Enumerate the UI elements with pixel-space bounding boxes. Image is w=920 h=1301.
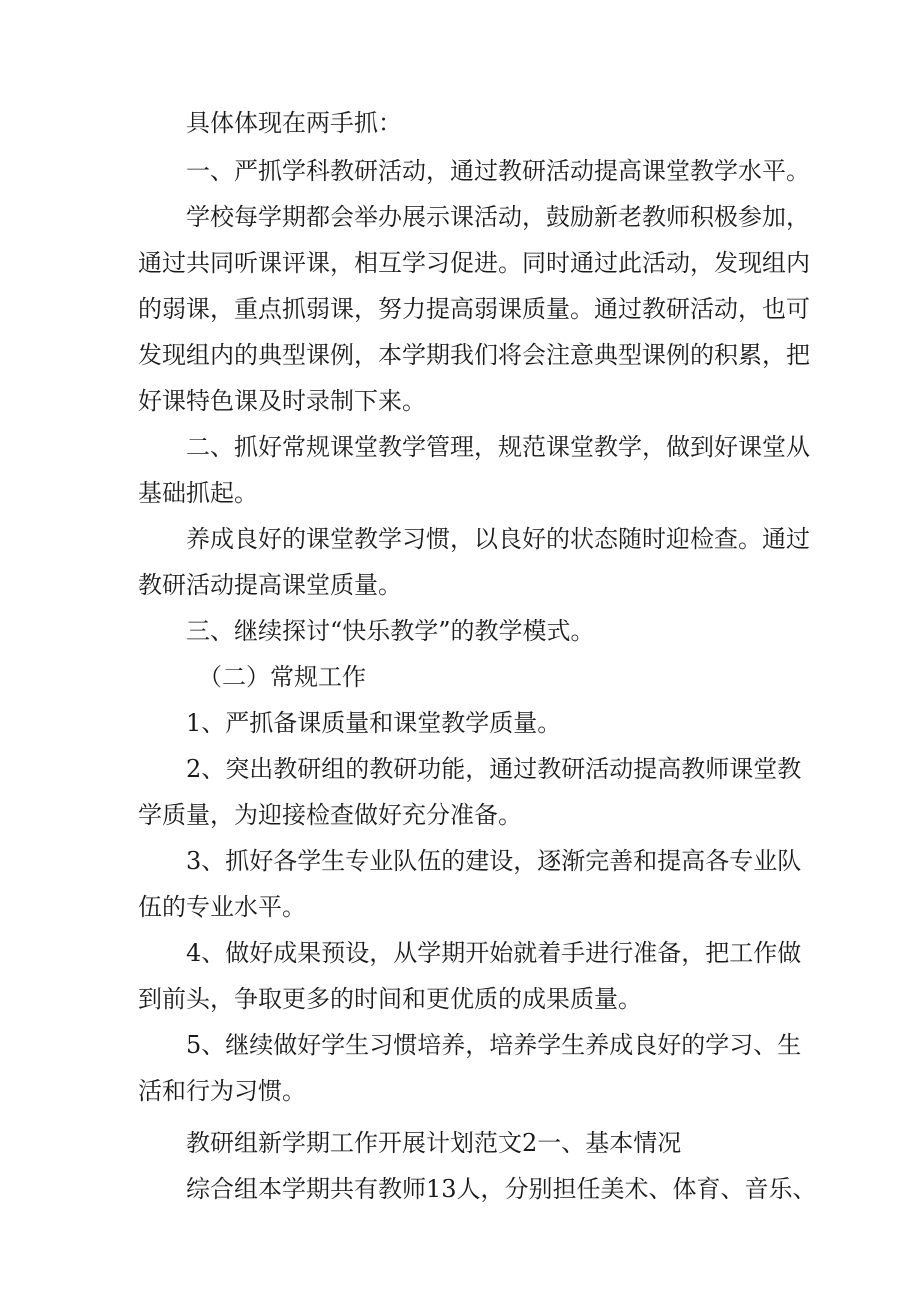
paragraph-line: 发现组内的典型课例，本学期我们将会注意典型课例的积累，把 xyxy=(138,341,810,369)
section-heading-three: 三、继续探讨“快乐教学”的教学模式。 xyxy=(186,617,595,645)
paragraph-line: 通过共同听课评课，相互学习促进。同时通过此活动，发现组内 xyxy=(138,249,810,277)
paragraph-line: 具体体现在两手抓： xyxy=(186,109,402,137)
paragraph-line: 的弱课，重点抓弱课，努力提高弱课质量。通过教研活动，也可 xyxy=(138,295,810,323)
paragraph-line: 养成良好的课堂教学习惯，以良好的状态随时迎检查。通过 xyxy=(186,525,810,553)
list-item-continuation: 学质量，为迎接检查做好充分准备。 xyxy=(138,801,522,829)
paragraph-line: 教研活动提高课堂质量。 xyxy=(138,571,402,599)
paragraph-line: 基础抓起。 xyxy=(138,479,258,507)
section-heading-one: 一、严抓学科教研活动，通过教研活动提高课堂教学水平。 xyxy=(186,157,810,185)
list-item: 3、抓好各学生专业队伍的建设，逐渐完善和提高各专业队 xyxy=(186,847,802,875)
list-item: 4、做好成果预设，从学期开始就着手进行准备，把工作做 xyxy=(186,939,802,967)
paragraph-line: 好课特色课及时录制下来。 xyxy=(138,387,426,415)
list-item-continuation: 伍的专业水平。 xyxy=(138,893,306,921)
document-section-title: 教研组新学期工作开展计划范文2一、基本情况 xyxy=(186,1129,682,1157)
list-item-continuation: 活和行为习惯。 xyxy=(138,1077,306,1105)
list-item-continuation: 到前头，争取更多的时间和更优质的成果质量。 xyxy=(138,985,642,1013)
list-item: 1、严抓备课质量和课堂教学质量。 xyxy=(186,709,562,737)
paragraph-line: 学校每学期都会举办展示课活动，鼓励新老教师积极参加， xyxy=(186,203,810,231)
section-heading-two: 二、抓好常规课堂教学管理，规范课堂教学，做到好课堂从 xyxy=(186,433,810,461)
subsection-heading: （二）常规工作 xyxy=(198,663,366,691)
list-item: 2、突出教研组的教研功能，通过教研活动提高教师课堂教 xyxy=(186,755,802,783)
paragraph-line: 综合组本学期共有教师13人，分别担任美术、体育、音乐、 xyxy=(186,1175,817,1203)
list-item: 5、继续做好学生习惯培养，培养学生养成良好的学习、生 xyxy=(186,1031,802,1059)
